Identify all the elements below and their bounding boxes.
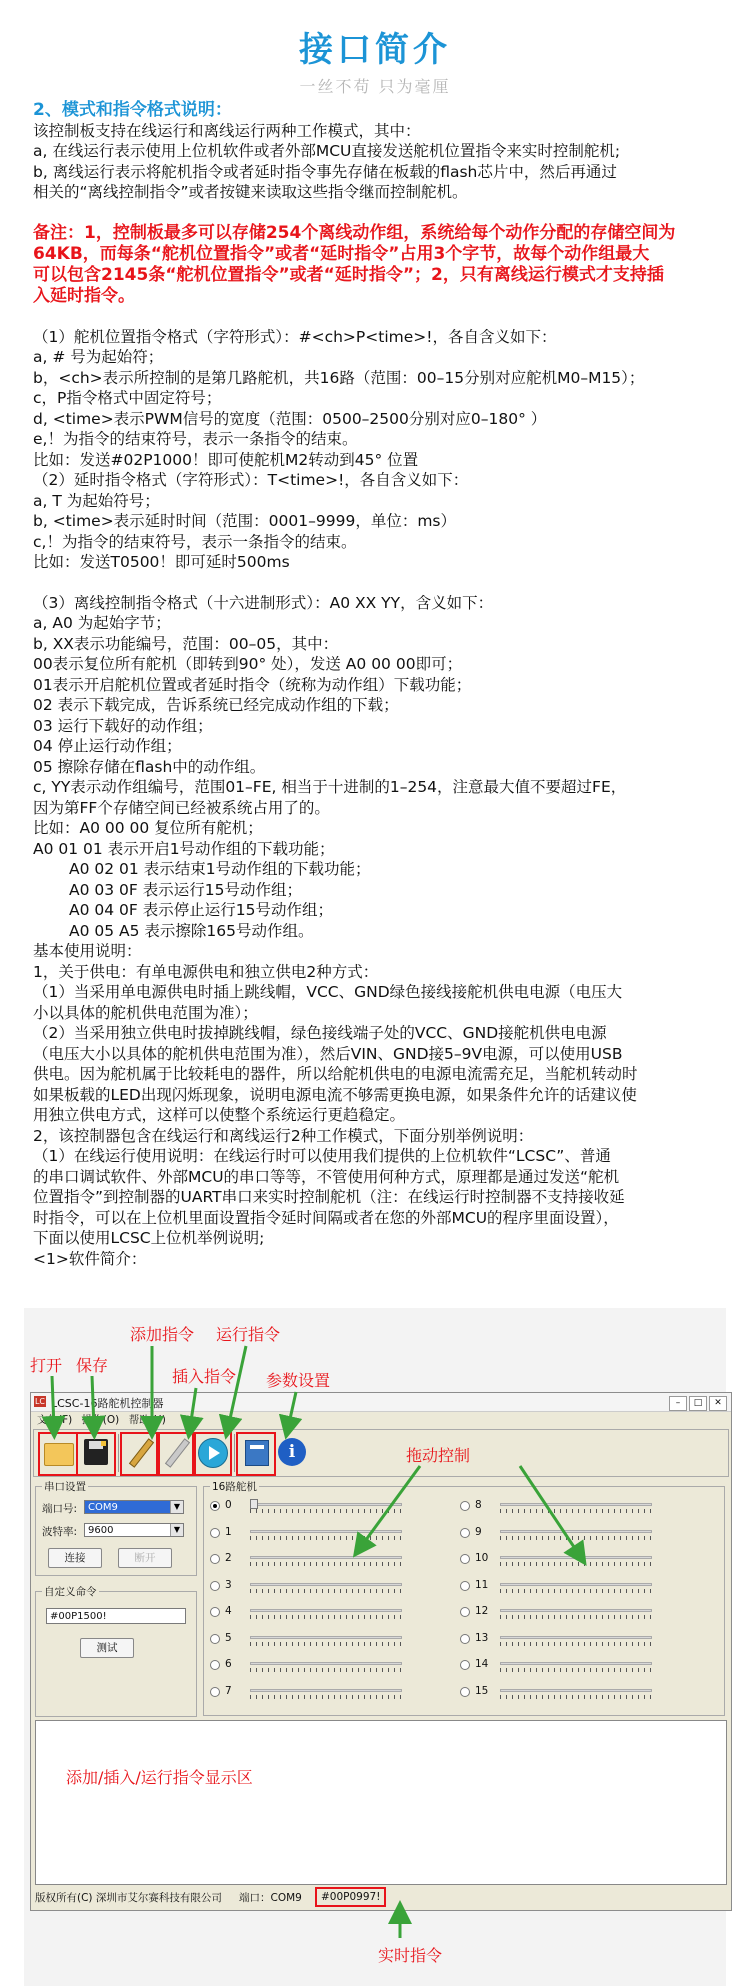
usage-line: 2，该控制器包含在线运行和离线运行2种工作模式，下面分别举例说明：: [33, 1126, 534, 1145]
group-label: 自定义命令: [44, 1586, 97, 1598]
usage-line: （2）当采用独立供电时拔掉跳线帽，绿色接线端子处的VCC、GND接舵机供电电源: [33, 1024, 607, 1042]
annotation-drag: 拖动控制: [406, 1446, 471, 1465]
servo-cmd-line: a, # 号为起始符；: [33, 348, 164, 366]
annotation-add-cmd: 添加指令: [130, 1325, 195, 1344]
note-line: 备注：1，控制板最多可以存储254个离线动作组，系统给每个动作分配的存储空间为: [33, 222, 676, 243]
usage-line: 位置指令”到控制器的UART串口来实时控制舵机（注：在线运行时控制器不支持接收延: [33, 1188, 625, 1206]
note-line: 入延时指令。: [33, 285, 135, 306]
example-line: A0 01 01 表示开启1号动作组的下载功能；: [33, 839, 335, 858]
servo-channel-label: 10: [475, 1552, 489, 1564]
delay-cmd-line: c,！为指令的结束符号，表示一条指令的结束。: [33, 532, 357, 551]
arrow-open: [52, 1376, 54, 1428]
offline-cmd-line: 00表示复位所有舵机（即转到90° 处），发送 A0 00 00即可；: [33, 655, 463, 673]
offline-cmd-line: 03 运行下载好的动作组；: [33, 716, 213, 735]
servo-channel-label: 3: [225, 1578, 232, 1591]
usage-line: 1，关于供电：有单电源供电和独立供电2种方式：: [33, 962, 379, 981]
group-label: 16路舵机: [212, 1481, 257, 1493]
servo-channel-label: 12: [475, 1605, 489, 1617]
servo-channel-label: 9: [475, 1525, 482, 1538]
example-line: A0 02 01 表示结束1号动作组的下载功能；: [69, 860, 371, 878]
arrow-run: [228, 1346, 246, 1428]
delay-cmd-line: 比如：发送T0500！即可延时500ms: [33, 553, 290, 571]
copyright-text: 版权所有(C) 深圳市艾尔赛科技有限公司: [35, 1892, 222, 1904]
offline-cmd-line: c, YY表示动作组编号，范围01–FE, 相当于十进制的1–254，注意最大值不要超过FE，: [33, 778, 627, 796]
servo-cmd-line: d, <time>表示PWM信号的宽度（范围：0500–2500分别对应0–180° ）: [33, 409, 547, 428]
servo-channel-label: 2: [225, 1552, 232, 1564]
servo-cmd-line: e,！为指令的结束符号，表示一条指令的结束。: [33, 430, 358, 448]
example-line: A0 04 0F 表示停止运行15号动作组；: [69, 901, 333, 919]
servo-cmd-line: b，<ch>表示所控制的是第几路舵机，共16路（范围：00–15分别对应舵机M0–M15）；: [33, 368, 645, 387]
usage-line: 下面以使用LCSC上位机举例说明;: [33, 1229, 265, 1247]
usage-line: 小以具体的舵机供电范围为准）；: [33, 1003, 258, 1022]
port-select[interactable]: COM9 ▼: [84, 1500, 184, 1514]
port-label: 端口号:: [42, 1503, 78, 1515]
info-icon: i: [278, 1438, 306, 1466]
servo-channel-label: 15: [475, 1684, 489, 1697]
usage-line: （1）当采用单电源供电时插上跳线帽，VCC、GND绿色接线接舵机供电电源（电压大: [33, 983, 623, 1001]
page-title: 接口简介: [299, 30, 451, 70]
example-line: A0 05 A5 表示擦除165号动作组。: [69, 921, 314, 940]
chevron-down-icon: ▼: [170, 1524, 183, 1536]
offline-cmd-line: b, XX表示功能编号，范围：00–05，其中：: [33, 634, 339, 653]
servo-channel-label: 5: [225, 1631, 232, 1644]
chevron-down-icon: ▼: [170, 1501, 183, 1513]
delay-cmd-line: b, <time>表示延时时间（范围：0001–9999，单位：ms）: [33, 512, 457, 530]
example-line: A0 03 0F 表示运行15号动作组；: [69, 880, 302, 899]
annotation-run-cmd: 运行指令: [216, 1325, 281, 1344]
realtime-cmd-status: #00P0997!: [315, 1887, 386, 1907]
annotation-open: 打开: [30, 1356, 63, 1375]
arrow-params: [288, 1392, 296, 1428]
offline-cmd-line: 因为第FF个存储空间已经被系统占用了的。: [33, 798, 330, 817]
delay-cmd-line: a, T 为起始符号；: [33, 491, 160, 510]
note-line: 可以包含2145条“舵机位置指令”或者“延时指令”；2，只有离线运行模式才支持插: [33, 264, 664, 285]
servo-cmd-line: 比如：发送#02P1000！即可使舵机M2转动到45° 位置: [33, 450, 419, 469]
intro-line: 该控制板支持在线运行和离线运行两种工作模式，其中：: [33, 121, 421, 140]
close-button[interactable]: ✕: [709, 1396, 727, 1411]
delay-cmd-line: （2）延时指令格式（字符形式）：T<time>!，各自含义如下：: [33, 471, 469, 489]
offline-cmd-line: 01表示开启舵机位置或者延时指令（统称为动作组）下载功能；: [33, 675, 472, 694]
usage-line: 基本使用说明：: [33, 942, 142, 960]
section-heading: 2、模式和指令格式说明：: [33, 100, 232, 120]
usage-line: 供电。因为舵机属于比较耗电的器件，所以给舵机供电的电源电流需充足，当舵机转动时: [33, 1065, 638, 1083]
servo-channel-label: 4: [225, 1605, 232, 1617]
servo-cmd-line: （1）舵机位置指令格式（字符形式）：#<ch>P<time>!，各自含义如下：: [33, 327, 557, 346]
usage-line: 用独立供电方式，这样可以使整个系统运行更趋稳定。: [33, 1106, 406, 1124]
usage-line: （1）在线运行使用说明：在线运行时可以使用我们提供的上位机软件“LCSC”、普通: [33, 1147, 611, 1165]
intro-line: b, 离线运行表示将舵机指令或者延时指令事先存储在板载的flash芯片中，然后再通过: [33, 162, 617, 181]
menu-help[interactable]: 帮助(H): [128, 1414, 166, 1426]
page-subtitle: 一丝不苟 只为毫厘: [299, 77, 451, 96]
port-status: 端口：COM9: [239, 1892, 302, 1904]
servo-channel-label: 1: [225, 1525, 232, 1538]
servo-channel-label: 0: [225, 1499, 232, 1511]
baud-label: 波特率:: [42, 1526, 78, 1538]
intro-line: 相关的“离线控制指令”或者按键来读取这些指令继而控制舵机。: [33, 183, 468, 201]
connect-button[interactable]: 连接: [48, 1548, 102, 1568]
usage-line: 时指令，可以在上位机里面设置指令延时间隔或者在您的外部MCU的程序里面设置），: [33, 1208, 619, 1227]
servo-channel-label: 7: [225, 1684, 232, 1697]
annotation-realtime: 实时指令: [378, 1946, 443, 1965]
offline-cmd-line: 04 停止运行动作组；: [33, 737, 182, 755]
servo-channel-label: 14: [475, 1658, 489, 1670]
test-button[interactable]: 测试: [80, 1638, 134, 1658]
annotation-display-area: 添加/插入/运行指令显示区: [66, 1768, 253, 1787]
group-label: 串口设置: [44, 1481, 86, 1493]
servo-channel-label: 8: [475, 1499, 482, 1511]
servo-channel-label: 6: [225, 1658, 232, 1670]
annotation-insert-cmd: 插入指令: [172, 1367, 237, 1386]
annotation-save: 保存: [76, 1356, 109, 1375]
intro-line: a, 在线运行表示使用上位机软件或者外部MCU直接发送舵机位置指令来实时控制舵机;: [33, 142, 621, 160]
menu-file[interactable]: 文件(F): [37, 1414, 73, 1426]
arrow-drag-right: [520, 1466, 580, 1556]
custom-command-input[interactable]: #00P1500!: [46, 1608, 186, 1624]
usage-line: <1>软件简介：: [33, 1249, 147, 1268]
offline-cmd-line: （3）离线控制指令格式（十六进制形式）：A0 XX YY，含义如下：: [33, 593, 494, 612]
offline-cmd-line: a, A0 为起始字节；: [33, 614, 171, 632]
example-line: 比如：A0 00 00 复位所有舵机；: [33, 819, 263, 837]
annotation-params: 参数设置: [266, 1371, 331, 1390]
menu-operation[interactable]: 操作(O): [81, 1414, 120, 1426]
offline-cmd-line: 02 表示下载完成，告诉系统已经完成动作组的下载；: [33, 696, 399, 714]
usage-line: 的串口调试软件、外部MCU的串口等等，不管使用何种方式，原理都是通过发送“舵机: [33, 1167, 620, 1186]
minimize-button[interactable]: –: [669, 1396, 687, 1411]
usage-line: 如果板载的LED出现闪烁现象，说明电源电流不够需更换电源，如果条件允许的话建议使: [33, 1085, 637, 1104]
note-line: 64KB，而每条“舵机位置指令”或者“延时指令”占用3个字节，故每个动作组最大: [33, 243, 650, 264]
maximize-button[interactable]: □: [689, 1396, 707, 1411]
app-logo-icon: LC: [34, 1397, 46, 1406]
arrow-drag-left: [360, 1466, 420, 1548]
servo-channel-label: 13: [475, 1631, 489, 1644]
offline-cmd-line: 05 擦除存储在flash中的动作组。: [33, 757, 266, 776]
usage-line: （电压大小以具体的舵机供电范围为准），然后VIN、GND接5–9V电源，可以使用USB: [33, 1044, 623, 1063]
window-title: LCSC-16路舵机控制器: [51, 1397, 164, 1410]
arrow-save: [92, 1376, 94, 1428]
disconnect-button[interactable]: 断开: [118, 1548, 172, 1568]
servo-channel-label: 11: [475, 1578, 489, 1591]
baud-select[interactable]: 9600 ▼: [84, 1523, 184, 1537]
servo-cmd-line: c，P指令格式中固定符号；: [33, 389, 222, 407]
arrow-insert: [190, 1388, 196, 1428]
